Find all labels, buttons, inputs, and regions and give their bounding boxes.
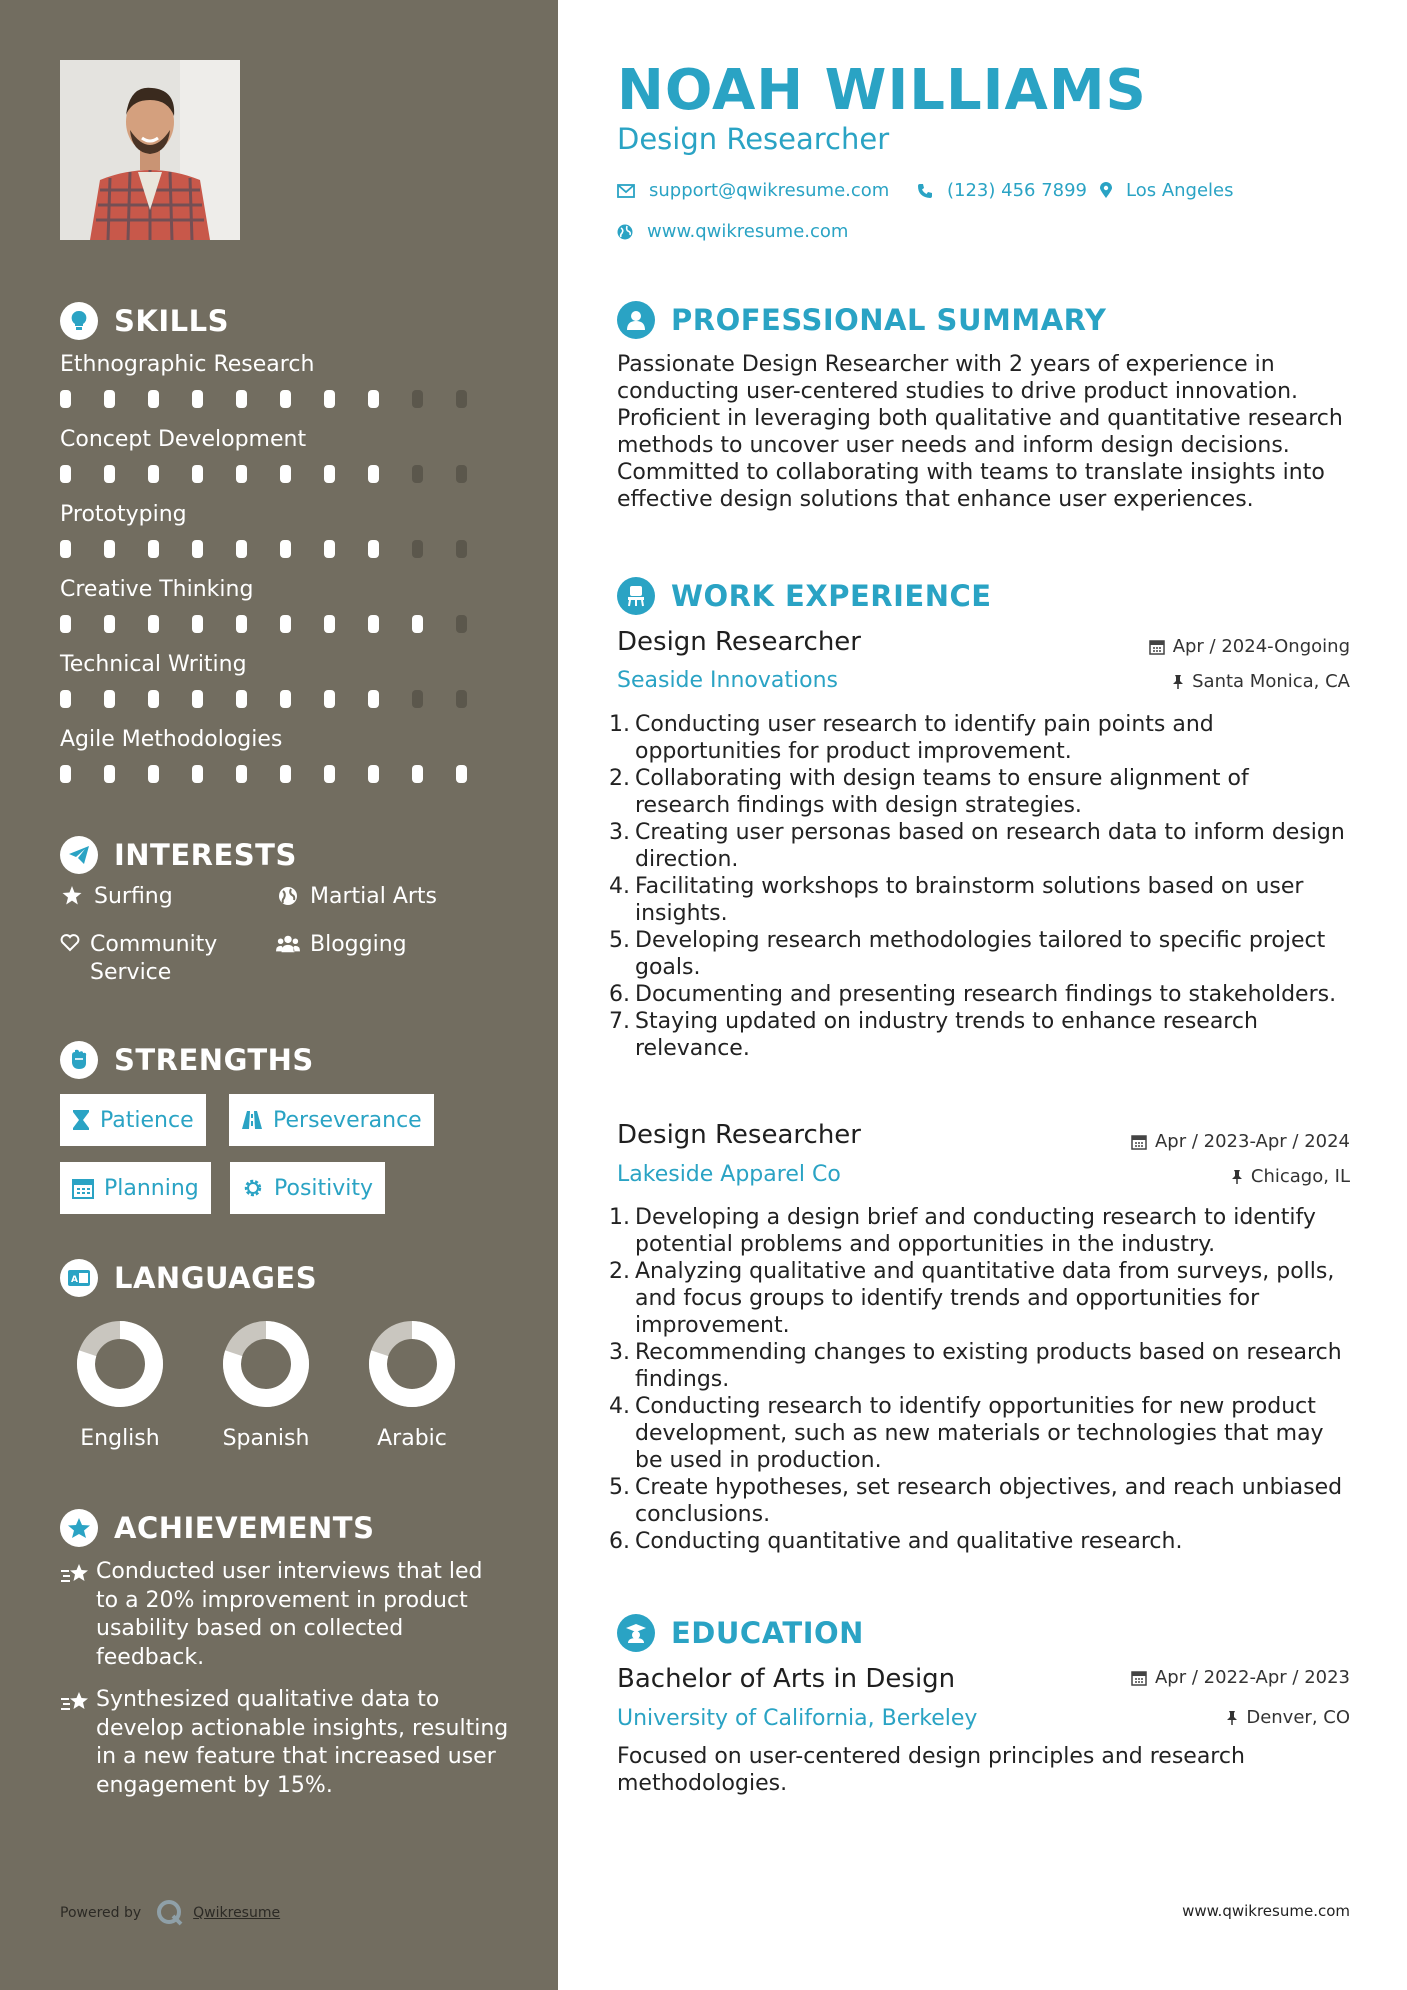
skill-level-dot xyxy=(148,540,159,558)
skill-level-dot xyxy=(280,690,291,708)
strength-tag: Patience xyxy=(60,1094,206,1146)
strengths-heading xyxy=(60,1041,314,1079)
skills-title: SKILLS xyxy=(114,304,229,338)
language-icon xyxy=(60,1259,98,1297)
skill-level-dot xyxy=(456,390,467,408)
skill-level-dot xyxy=(280,390,291,408)
job-location: Santa Monica, CA xyxy=(1172,671,1350,692)
skill-level-dot xyxy=(324,390,335,408)
skill-level-dot xyxy=(236,390,247,408)
languages-heading xyxy=(60,1259,317,1297)
responsibility-item xyxy=(609,1528,1350,1555)
skill-level-dot xyxy=(412,615,423,633)
skills-heading xyxy=(60,302,229,340)
skill-level-dot xyxy=(368,690,379,708)
skill-level-dot xyxy=(104,390,115,408)
education-heading: EDUCATION xyxy=(617,1614,864,1652)
qwikresume-link[interactable]: Qwikresume xyxy=(193,1905,281,1921)
job-responsibilities xyxy=(609,1204,1350,1555)
responsibility-item xyxy=(609,873,1350,927)
skill-item xyxy=(60,725,500,800)
users-icon xyxy=(276,931,300,954)
job-title: Design Researcher xyxy=(617,627,861,657)
responsibility-text: Conducting research to identify opportunities for new product development, such as new materials or technologies that may be used in production. xyxy=(635,1394,1324,1473)
responsibility-item xyxy=(609,1204,1350,1258)
skill-level-dot xyxy=(456,540,467,558)
candidate-role: Design Researcher xyxy=(617,122,890,156)
skill-level-dot xyxy=(412,765,423,783)
skill-level-dots xyxy=(60,615,500,633)
achievement-text: Synthesized qualitative data to develop actionable insights, resulting in a new feature that increased user engagement by 15%. xyxy=(96,1687,509,1798)
road-icon xyxy=(241,1110,263,1130)
strength-tag: Planning xyxy=(60,1162,211,1214)
calendar-icon xyxy=(72,1177,94,1199)
footer-url[interactable]: www.qwikresume.com xyxy=(1182,1902,1350,1920)
skill-level-dot xyxy=(236,615,247,633)
responsibility-text: Collaborating with design teams to ensure alignment of research findings with design strategies. xyxy=(635,766,1249,818)
svg-text:A: A xyxy=(71,1275,79,1285)
sidebar xyxy=(0,0,558,1990)
responsibility-item xyxy=(609,927,1350,981)
list-number: 5. xyxy=(609,1475,630,1500)
education-description: Focused on user-centered design principles and research methodologies. xyxy=(617,1744,1245,1796)
school-name: University of California, Berkeley xyxy=(617,1706,978,1731)
job-dates: Apr / 2024-Ongoing xyxy=(1149,636,1350,657)
responsibility-text: Conducting quantitative and qualitative research. xyxy=(635,1529,1183,1554)
skill-level-dot xyxy=(456,765,467,783)
phone-icon xyxy=(917,183,933,199)
skill-level-dot xyxy=(280,540,291,558)
calendar-icon xyxy=(1131,1134,1147,1150)
responsibility-item xyxy=(609,1008,1350,1062)
skill-level-dot xyxy=(104,540,115,558)
skill-level-dot xyxy=(368,615,379,633)
responsibility-item xyxy=(609,1258,1350,1339)
skill-item xyxy=(60,650,500,725)
skill-level-dot xyxy=(192,465,203,483)
company-name: Lakeside Apparel Co xyxy=(617,1162,841,1187)
responsibility-text: Creating user personas based on research data to inform design direction. xyxy=(635,820,1345,872)
skill-level-dot xyxy=(368,390,379,408)
language-item xyxy=(352,1320,472,1451)
list-number: 5. xyxy=(609,928,630,953)
skill-level-dot xyxy=(280,615,291,633)
responsibility-item xyxy=(609,981,1350,1008)
skill-level-dot xyxy=(192,690,203,708)
language-item xyxy=(206,1320,326,1451)
location-contact: Los Angeles xyxy=(1100,180,1234,201)
skill-level-dot xyxy=(324,465,335,483)
skill-level-dot xyxy=(412,540,423,558)
skill-level-dot xyxy=(236,765,247,783)
skill-level-dot xyxy=(324,690,335,708)
interest-item: Blogging xyxy=(276,931,407,959)
skill-level-dot xyxy=(60,390,71,408)
language-label: Arabic xyxy=(377,1426,447,1451)
achievement-text: Conducted user interviews that led to a 20% improvement in product usability based on collected feedback. xyxy=(96,1559,483,1670)
skill-level-dot xyxy=(324,765,335,783)
responsibility-text: Staying updated on industry trends to enhance research relevance. xyxy=(635,1009,1258,1061)
responsibility-text: Recommending changes to existing products based on research findings. xyxy=(635,1340,1342,1392)
achievement-item xyxy=(60,1686,510,1800)
skill-name: Prototyping xyxy=(60,502,187,527)
profile-photo xyxy=(60,60,240,240)
list-number: 1. xyxy=(609,712,630,737)
candidate-name: NOAH WILLIAMS xyxy=(617,58,1147,123)
job-responsibilities xyxy=(609,711,1350,1062)
pushpin-icon xyxy=(1172,674,1184,690)
list-number: 3. xyxy=(609,820,630,845)
phone-contact[interactable]: (123) 456 7899 xyxy=(917,180,1087,201)
website-contact[interactable]: www.qwikresume.com xyxy=(617,221,848,242)
skill-level-dot xyxy=(412,465,423,483)
skill-level-dot xyxy=(368,540,379,558)
education-dates: Apr / 2022-Apr / 2023 xyxy=(1131,1667,1350,1688)
responsibility-text: Create hypotheses, set research objectives, and reach unbiased conclusions. xyxy=(635,1475,1343,1527)
skill-level-dot xyxy=(456,465,467,483)
skill-level-dot xyxy=(104,690,115,708)
responsibility-text: Developing a design brief and conducting research to identify potential problems and opportunities in the industry. xyxy=(635,1205,1316,1257)
education-location: Denver, CO xyxy=(1226,1707,1350,1728)
skill-level-dot xyxy=(412,690,423,708)
strength-tag: Perseverance xyxy=(229,1094,434,1146)
skills-list xyxy=(60,350,500,800)
map-pin-icon xyxy=(1100,182,1112,199)
skill-level-dot xyxy=(280,465,291,483)
list-number: 6. xyxy=(609,1529,630,1554)
skill-level-dot xyxy=(368,765,379,783)
skill-level-dot xyxy=(60,465,71,483)
calendar-icon xyxy=(1131,1670,1147,1686)
responsibility-item xyxy=(609,819,1350,873)
skill-level-dot xyxy=(192,390,203,408)
paper-plane-icon xyxy=(60,836,98,874)
shooting-star-icon xyxy=(60,1686,96,1723)
experience-heading: WORK EXPERIENCE xyxy=(617,577,992,615)
skill-level-dot xyxy=(412,390,423,408)
skill-level-dot xyxy=(104,615,115,633)
skill-name: Concept Development xyxy=(60,427,307,452)
responsibility-item xyxy=(609,1393,1350,1474)
language-proficiency-ring xyxy=(222,1320,310,1408)
skill-level-dot xyxy=(324,540,335,558)
skill-level-dot xyxy=(104,765,115,783)
company-name: Seaside Innovations xyxy=(617,668,838,693)
skill-level-dot xyxy=(456,690,467,708)
globe-icon xyxy=(276,883,300,906)
chair-icon xyxy=(617,577,655,615)
skill-level-dot xyxy=(192,765,203,783)
skill-name: Ethnographic Research xyxy=(60,352,315,377)
user-icon xyxy=(617,301,655,339)
skill-level-dot xyxy=(192,615,203,633)
skill-level-dot xyxy=(104,465,115,483)
pushpin-icon xyxy=(1226,1710,1238,1726)
skill-level-dot xyxy=(148,615,159,633)
skill-level-dot xyxy=(148,690,159,708)
skill-name: Agile Methodologies xyxy=(60,727,283,752)
achievements-title: ACHIEVEMENTS xyxy=(114,1511,375,1545)
skill-level-dot xyxy=(192,540,203,558)
responsibility-item xyxy=(609,711,1350,765)
degree-title: Bachelor of Arts in Design xyxy=(617,1664,956,1694)
skill-level-dot xyxy=(280,765,291,783)
responsibility-text: Conducting user research to identify pain points and opportunities for product improvement. xyxy=(635,712,1214,764)
achievement-item xyxy=(60,1558,510,1672)
list-number: 7. xyxy=(609,1009,630,1034)
fist-icon xyxy=(60,1041,98,1079)
skill-level-dots xyxy=(60,765,500,783)
language-label: English xyxy=(80,1426,160,1451)
skill-level-dot xyxy=(324,615,335,633)
lightbulb-icon xyxy=(60,302,98,340)
language-proficiency-ring xyxy=(368,1320,456,1408)
responsibility-text: Documenting and presenting research findings to stakeholders. xyxy=(635,982,1337,1007)
interests-heading xyxy=(60,836,297,874)
job-title: Design Researcher xyxy=(617,1120,861,1150)
hourglass-icon xyxy=(72,1109,90,1131)
summary-heading: PROFESSIONAL SUMMARY xyxy=(617,301,1106,339)
skill-item xyxy=(60,350,500,425)
responsibility-text: Facilitating workshops to brainstorm solutions based on user insights. xyxy=(635,874,1304,926)
gear-icon xyxy=(242,1177,264,1199)
summary-text: Passionate Design Researcher with 2 years of experience in conducting user-centered studies to drive product innovation. Proficient in leveraging both qualitative and quantitative research methods to uncover user needs and inform design decisions. Committed to collaborating with teams to translate insights into effective design solutions that enhance user experiences. xyxy=(617,352,1343,512)
skill-level-dot xyxy=(148,465,159,483)
interest-item: Community Service xyxy=(60,931,250,987)
skill-item xyxy=(60,500,500,575)
skill-level-dot xyxy=(148,390,159,408)
skill-name: Creative Thinking xyxy=(60,577,254,602)
skill-level-dot xyxy=(368,465,379,483)
skill-name: Technical Writing xyxy=(60,652,247,677)
skill-item xyxy=(60,425,500,500)
achievements-list xyxy=(60,1558,510,1814)
shooting-star-icon xyxy=(60,1558,96,1595)
skill-level-dot xyxy=(60,690,71,708)
skill-level-dot xyxy=(148,765,159,783)
pushpin-icon xyxy=(1231,1169,1243,1185)
star-badge-icon xyxy=(60,1509,98,1547)
email-contact[interactable]: support@qwikresume.com xyxy=(617,180,889,201)
responsibility-text: Developing research methodologies tailored to specific project goals. xyxy=(635,928,1326,980)
skill-level-dots xyxy=(60,390,500,408)
qwikresume-logo-icon xyxy=(155,1898,185,1928)
responsibility-item xyxy=(609,1339,1350,1393)
responsibility-item xyxy=(609,1474,1350,1528)
skill-level-dots xyxy=(60,540,500,558)
strength-tag: Positivity xyxy=(230,1162,385,1214)
languages-title: LANGUAGES xyxy=(114,1261,318,1295)
skill-level-dot xyxy=(236,540,247,558)
achievements-heading xyxy=(60,1509,374,1547)
list-number: 2. xyxy=(609,1259,630,1284)
skill-level-dot xyxy=(60,615,71,633)
globe-icon xyxy=(617,224,633,240)
language-proficiency-ring xyxy=(76,1320,164,1408)
list-number: 6. xyxy=(609,982,630,1007)
interests-title: INTERESTS xyxy=(114,838,297,872)
list-number: 1. xyxy=(609,1205,630,1230)
list-number: 4. xyxy=(609,874,630,899)
heart-outline-icon xyxy=(60,931,80,952)
skill-level-dots xyxy=(60,690,500,708)
responsibility-item xyxy=(609,765,1350,819)
envelope-icon xyxy=(617,184,635,198)
calendar-icon xyxy=(1149,639,1165,655)
list-number: 4. xyxy=(609,1394,630,1419)
responsibility-text: Analyzing qualitative and quantitative data from surveys, polls, and focus groups to identify trends and opportunities for improvement. xyxy=(635,1259,1335,1338)
job-dates: Apr / 2023-Apr / 2024 xyxy=(1131,1131,1350,1152)
skill-level-dot xyxy=(236,465,247,483)
language-label: Spanish xyxy=(222,1426,310,1451)
list-number: 2. xyxy=(609,766,630,791)
interest-item: Surfing xyxy=(60,883,173,911)
strengths-title: STRENGTHS xyxy=(114,1043,314,1077)
skill-level-dot xyxy=(236,690,247,708)
skill-level-dot xyxy=(60,765,71,783)
powered-by: Powered by Qwikresume xyxy=(60,1898,280,1928)
job-location: Chicago, IL xyxy=(1231,1166,1350,1187)
list-number: 3. xyxy=(609,1340,630,1365)
language-item xyxy=(60,1320,180,1451)
skill-level-dot xyxy=(456,615,467,633)
interest-item: Martial Arts xyxy=(276,883,437,911)
skill-item xyxy=(60,575,500,650)
graduate-icon xyxy=(617,1614,655,1652)
skill-level-dots xyxy=(60,465,500,483)
skill-level-dot xyxy=(60,540,71,558)
star-icon xyxy=(60,883,84,905)
